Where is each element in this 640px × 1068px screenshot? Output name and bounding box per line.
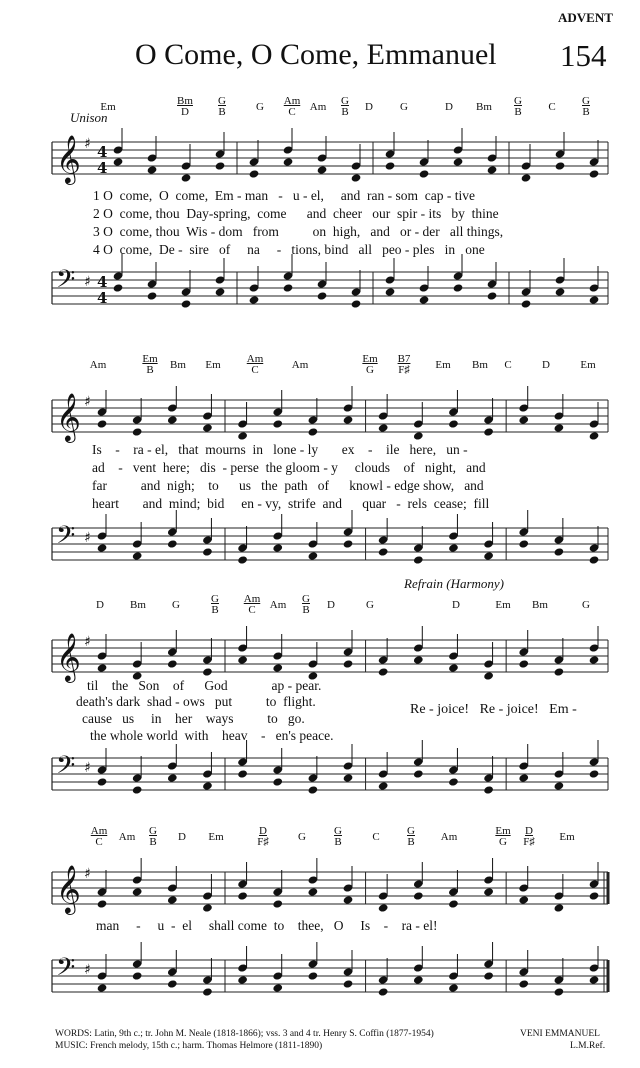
bass-clef-icon: 𝄢 xyxy=(56,751,76,786)
note-head xyxy=(553,667,564,676)
note-head xyxy=(307,887,318,896)
chord-symbol: $\frac{G}{B}$ xyxy=(149,825,157,848)
note-head xyxy=(385,287,396,296)
note-head xyxy=(553,903,564,912)
note-head xyxy=(483,671,494,680)
treble-staff xyxy=(0,862,640,962)
note-head xyxy=(249,295,260,304)
lyric-verse-1: til the Son of God ap - pear. xyxy=(87,678,322,693)
chord-symbol: $\frac{Em}{G}$ xyxy=(362,353,378,376)
note-head xyxy=(487,165,498,174)
note-head xyxy=(147,291,158,300)
note-head xyxy=(419,295,430,304)
tune-name: VENI EMMANUEL xyxy=(520,1029,600,1039)
note-head xyxy=(113,283,124,292)
note-head xyxy=(589,555,600,564)
chord-symbol: $\frac{D}{F♯}$ xyxy=(523,825,535,848)
chord-symbol: Em xyxy=(100,101,116,113)
treble-clef-icon: 𝄞 xyxy=(56,632,81,681)
note-head xyxy=(483,785,494,794)
lyric-verse-3: far and nigh; to us the path of knowl - edge show, and xyxy=(92,478,484,493)
note-head xyxy=(272,543,283,552)
note-head xyxy=(448,419,459,428)
note-head xyxy=(237,431,248,440)
hymn-number: 154 xyxy=(560,38,607,73)
chord-symbol: G xyxy=(400,101,408,113)
note-head xyxy=(378,547,389,556)
chord-symbol: Am xyxy=(269,599,287,611)
chord-symbol: Em xyxy=(495,599,511,611)
chord-symbol: $\frac{Am}{C}$ xyxy=(90,825,108,848)
lyric-verse-3: 3 O come, thou Wis - dom from on high, and or - der all things, xyxy=(93,224,504,239)
note-head xyxy=(237,555,248,564)
lyric-verse-1: 1 O come, O come, Em - man - u - el, and ran - som cap - tive xyxy=(93,188,476,203)
chord-symbol: Am xyxy=(291,359,309,371)
sharp-key-icon: ♯ xyxy=(84,760,91,776)
chord-symbol: D xyxy=(452,599,460,611)
note-head xyxy=(351,299,362,308)
note-head xyxy=(307,971,318,980)
bass-clef-icon: 𝄢 xyxy=(56,265,76,300)
note-head xyxy=(317,165,328,174)
note-head xyxy=(553,781,564,790)
note-head xyxy=(483,971,494,980)
note-head xyxy=(343,659,354,668)
note-head xyxy=(202,423,213,432)
note-head xyxy=(307,427,318,436)
note-head xyxy=(589,169,600,178)
note-head xyxy=(518,979,529,988)
chord-symbol: D xyxy=(365,101,373,113)
note-head xyxy=(413,769,424,778)
note-head xyxy=(483,551,494,560)
chord-symbol: Em xyxy=(205,359,221,371)
chord-symbol: G xyxy=(582,599,590,611)
note-head xyxy=(307,785,318,794)
refrain-lyric: Re - joice! Re - joice! Em - xyxy=(410,702,577,717)
time-signature: 4 xyxy=(97,159,108,177)
chord-symbol: $\frac{G}{B}$ xyxy=(211,593,219,616)
sharp-key-icon: ♯ xyxy=(84,962,91,978)
note-head xyxy=(202,667,213,676)
note-head xyxy=(132,551,143,560)
note-head xyxy=(167,979,178,988)
sharp-key-icon: ♯ xyxy=(84,394,91,410)
chord-symbol: $\frac{G}{B}$ xyxy=(407,825,415,848)
note-head xyxy=(132,887,143,896)
note-head xyxy=(521,299,532,308)
note-head xyxy=(448,663,459,672)
chord-symbol: D xyxy=(327,599,335,611)
note-head xyxy=(589,769,600,778)
note-head xyxy=(215,161,226,170)
time-signature: 4 xyxy=(97,289,108,307)
hymn-title: O Come, O Come, Emmanuel xyxy=(135,38,497,71)
note-head xyxy=(343,895,354,904)
chord-symbol: $\frac{G}{B}$ xyxy=(218,95,226,118)
lyric-verse-3: cause us in her ways to go. xyxy=(82,711,305,726)
note-head xyxy=(553,987,564,996)
note-head xyxy=(483,427,494,436)
note-head xyxy=(589,431,600,440)
section-label: ADVENT xyxy=(558,10,613,25)
note-head xyxy=(181,299,192,308)
time-signature: 4 xyxy=(97,143,108,161)
note-head xyxy=(272,777,283,786)
chord-symbol: Em xyxy=(208,831,224,843)
note-head xyxy=(555,287,566,296)
lyric-verse-2: 2 O come, thou Day-spring, come and cheer our spir - its by thine xyxy=(93,206,499,221)
lyric-verse-4: heart and mind; bid en - vy, strife and quar - rels cease; fill xyxy=(92,496,490,511)
note-head xyxy=(343,979,354,988)
direction-unison: Unison xyxy=(70,110,108,125)
note-head xyxy=(589,295,600,304)
note-head xyxy=(487,291,498,300)
chord-symbol: G xyxy=(298,831,306,843)
note-head xyxy=(413,891,424,900)
chord-symbol: Bm xyxy=(532,599,548,611)
note-head xyxy=(448,899,459,908)
credits-music: MUSIC: French melody, 15th c.; harm. Thomas Helmore (1811-1890) xyxy=(55,1041,323,1051)
bass-clef-icon: 𝄢 xyxy=(56,521,76,556)
system-2 xyxy=(0,350,640,580)
chord-symbol: $\frac{Am}{C}$ xyxy=(246,353,264,376)
note-head xyxy=(167,895,178,904)
chord-symbol: $\frac{Em}{B}$ xyxy=(142,353,158,376)
note-head xyxy=(283,157,294,166)
chord-symbol: $\frac{B7}{F♯}$ xyxy=(397,353,411,376)
time-signature: 4 xyxy=(97,273,108,291)
note-head xyxy=(343,773,354,782)
note-head xyxy=(97,543,108,552)
credits-words: WORDS: Latin, 9th c.; tr. John M. Neale (1818-1866); vss. 3 and 4 tr. Henry S. Coffin (1877-1954) xyxy=(55,1029,434,1039)
note-head xyxy=(97,899,108,908)
lyric-verse-2: ad - vent here; dis - perse the gloom - y clouds of night, and xyxy=(92,460,486,475)
note-head xyxy=(237,655,248,664)
note-head xyxy=(453,157,464,166)
note-head xyxy=(343,415,354,424)
note-head xyxy=(237,891,248,900)
chord-symbol: $\frac{G}{B}$ xyxy=(514,95,522,118)
chord-symbol: C xyxy=(504,359,512,371)
note-head xyxy=(413,975,424,984)
note-head xyxy=(343,539,354,548)
note-head xyxy=(167,773,178,782)
note-head xyxy=(132,971,143,980)
note-head xyxy=(518,659,529,668)
sharp-key-icon: ♯ xyxy=(84,634,91,650)
note-head xyxy=(181,173,192,182)
note-head xyxy=(113,157,124,166)
note-head xyxy=(97,777,108,786)
note-head xyxy=(448,983,459,992)
note-head xyxy=(272,899,283,908)
note-head xyxy=(97,983,108,992)
note-head xyxy=(237,975,248,984)
note-head xyxy=(249,169,260,178)
note-head xyxy=(413,655,424,664)
chord-symbol: $\frac{Am}{C}$ xyxy=(243,593,261,616)
note-head xyxy=(167,415,178,424)
treble-clef-icon: 𝄞 xyxy=(56,392,81,441)
note-head xyxy=(378,987,389,996)
chord-symbol: Bm xyxy=(130,599,146,611)
chord-symbol: D xyxy=(96,599,104,611)
note-head xyxy=(202,903,213,912)
chord-symbol: Bm xyxy=(476,101,492,113)
system-1 xyxy=(0,92,640,342)
system-4 xyxy=(0,822,640,1022)
note-head xyxy=(483,887,494,896)
bass-clef-icon: 𝄢 xyxy=(56,953,76,988)
chord-symbol: C xyxy=(548,101,556,113)
note-head xyxy=(553,423,564,432)
note-head xyxy=(132,785,143,794)
note-head xyxy=(97,419,108,428)
note-head xyxy=(589,655,600,664)
chord-symbol: Am xyxy=(309,101,327,113)
chord-symbol: $\frac{G}{B}$ xyxy=(302,593,310,616)
chord-symbol: C xyxy=(372,831,380,843)
refrain-direction: Refrain (Harmony) xyxy=(404,576,505,591)
meter: L.M.Ref. xyxy=(570,1041,606,1051)
note-head xyxy=(589,975,600,984)
note-head xyxy=(317,291,328,300)
lyric-line: man - u - el shall come to thee, O Is - ra - el! xyxy=(96,918,438,933)
sharp-key-icon: ♯ xyxy=(84,866,91,882)
note-head xyxy=(413,431,424,440)
note-head xyxy=(453,283,464,292)
lyric-verse-2: death's dark shad - ows put to flight. xyxy=(76,694,316,709)
lyric-verse-1: Is - ra - el, that mourns in lone - ly ex - ile here, un - xyxy=(92,442,468,457)
note-head xyxy=(167,659,178,668)
chord-symbol: Am xyxy=(118,831,136,843)
note-head xyxy=(167,539,178,548)
chord-symbol: G xyxy=(256,101,264,113)
chord-symbol: $\frac{G}{B}$ xyxy=(582,95,590,118)
sharp-key-icon: ♯ xyxy=(84,530,91,546)
note-head xyxy=(378,423,389,432)
note-head xyxy=(283,283,294,292)
note-head xyxy=(553,547,564,556)
note-head xyxy=(272,663,283,672)
note-head xyxy=(518,773,529,782)
note-head xyxy=(132,427,143,436)
note-head xyxy=(413,555,424,564)
note-head xyxy=(215,287,226,296)
note-head xyxy=(351,173,362,182)
lyric-verse-4: the whole world with heav - en's peace. xyxy=(90,728,334,743)
chord-symbol: G xyxy=(172,599,180,611)
note-head xyxy=(202,781,213,790)
note-head xyxy=(202,987,213,996)
note-head xyxy=(378,667,389,676)
chord-symbol: $\frac{G}{B}$ xyxy=(341,95,349,118)
chord-symbol: D xyxy=(178,831,186,843)
note-head xyxy=(589,891,600,900)
note-head xyxy=(448,543,459,552)
note-head xyxy=(385,161,396,170)
system-3 xyxy=(0,572,640,812)
chord-symbol: $\frac{Bm}{D}$ xyxy=(177,95,193,118)
chord-symbol: Bm xyxy=(472,359,488,371)
note-head xyxy=(518,415,529,424)
chord-symbol: Em xyxy=(559,831,575,843)
chord-symbol: Am xyxy=(89,359,107,371)
chord-symbol: $\frac{Am}{C}$ xyxy=(283,95,301,118)
note-head xyxy=(202,547,213,556)
note-head xyxy=(147,165,158,174)
note-head xyxy=(378,781,389,790)
note-head xyxy=(448,777,459,786)
note-head xyxy=(272,983,283,992)
note-head xyxy=(97,663,108,672)
sharp-key-icon: ♯ xyxy=(84,136,91,152)
chord-symbol: D xyxy=(542,359,550,371)
note-head xyxy=(518,539,529,548)
sharp-key-icon: ♯ xyxy=(84,274,91,290)
note-head xyxy=(307,551,318,560)
chord-symbol: $\frac{Em}{G}$ xyxy=(495,825,511,848)
chord-symbol: $\frac{D}{F♯}$ xyxy=(257,825,269,848)
note-head xyxy=(378,903,389,912)
treble-clef-icon: 𝄞 xyxy=(56,864,81,913)
chord-symbol: Am xyxy=(440,831,458,843)
note-head xyxy=(419,169,430,178)
chord-symbol: $\frac{G}{B}$ xyxy=(334,825,342,848)
note-head xyxy=(237,769,248,778)
treble-clef-icon: 𝄞 xyxy=(56,134,81,183)
chord-symbol: Bm xyxy=(170,359,186,371)
note-head xyxy=(521,173,532,182)
note-head xyxy=(272,419,283,428)
bass-staff xyxy=(0,262,640,362)
lyric-verse-4: 4 O come, De - sire of na - tions, bind all peo - ples in one xyxy=(93,242,485,257)
note-head xyxy=(555,161,566,170)
chord-symbol: D xyxy=(445,101,453,113)
chord-symbol: Em xyxy=(580,359,596,371)
note-head xyxy=(518,895,529,904)
chord-symbol: G xyxy=(366,599,374,611)
chord-symbol: Em xyxy=(435,359,451,371)
